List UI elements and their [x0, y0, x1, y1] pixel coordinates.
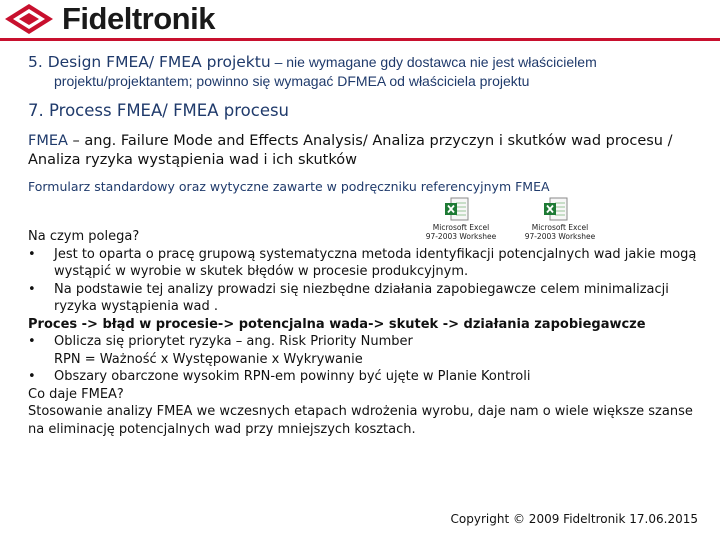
list-item — [28, 246, 708, 281]
question-benefits: Co daje FMEA? — [28, 386, 124, 402]
bullet-icon: • — [28, 334, 36, 349]
section-5-heading: 5. Design FMEA/ FMEA projektu — [28, 53, 271, 71]
section-7-heading: 7. Process FMEA/ FMEA procesu — [28, 101, 290, 120]
bullet-text: Jest to oparta o pracę grupową systematyczna metoda identyfikacji potencjalnych wad jakie mogą wystąpić w wyrobie w skutek błędów w procesie produkcyjnym. — [54, 246, 697, 279]
bullet-text: Na podstawie tej analizy prowadzi się niezbędne działania zapobiegawcze celem minimalizacji ryzyka wystąpienia wad . — [54, 281, 669, 314]
process-chain: Proces -> błąd w procesie-> potencjalna wada-> skutek -> działania zapobiegawcze — [28, 316, 646, 332]
section-5 — [28, 52, 708, 89]
fmea-definition — [28, 132, 708, 170]
bullet-text: Obszary obarczone wysokim RPN-em powinny być ujęte w Planie Kontroli — [54, 369, 531, 384]
excel-icon — [543, 196, 569, 222]
company-logo — [4, 2, 215, 36]
excel-icon — [444, 196, 470, 222]
rpn-definition: Oblicza się priorytet ryzyka – ang. Risk Priority Number — [54, 334, 413, 349]
fideltronik-logo-icon — [4, 3, 54, 35]
copyright-footer: Copyright © 2009 Fideltronik 17.06.2015 — [450, 512, 698, 526]
bullet-icon: • — [28, 369, 36, 384]
form-note: Formularz standardowy oraz wytyczne zawarte w podręczniku referencyjnym FMEA — [28, 179, 550, 194]
closing-paragraph: Stosowanie analizy FMEA we wczesnych etapach wdrożenia wyrobu, daje nam o wiele większe szanse na eliminację potencjalnych wad przy mniejszych kosztach. — [28, 404, 693, 437]
excel-attachment-1-label: Microsoft Excel 97-2003 Workshee — [425, 223, 497, 241]
definition-line1: – ang. Failure Mode and Effects Analysis/ Analiza przyczyn i skutków wad procesu / — [67, 133, 673, 149]
list-item — [28, 368, 708, 386]
brand-name: Fideltronik — [62, 1, 215, 36]
fmea-body — [28, 228, 708, 438]
fmea-term: FMEA — [28, 133, 68, 149]
bullet-icon: • — [28, 246, 36, 262]
bullet-text — [54, 333, 708, 368]
list-item — [28, 333, 708, 368]
question-what-is: Na czym polega? — [28, 229, 140, 244]
definition-line2: Analiza ryzyka wystąpienia wad i ich skutków — [28, 152, 357, 168]
section-5-note: – nie wymagane gdy dostawca nie jest właścicielem — [270, 54, 597, 70]
header-divider — [0, 38, 720, 41]
bullet-icon: • — [28, 281, 36, 297]
list-item — [28, 281, 708, 316]
section-5-note-line2: projektu/projektantem; powinno się wymagać DFMEA od właściciela projektu — [54, 73, 530, 89]
rpn-formula: RPN = Ważność x Występowanie x Wykrywanie — [54, 351, 363, 367]
excel-attachment-2-label: Microsoft Excel 97-2003 Workshee — [524, 223, 596, 241]
